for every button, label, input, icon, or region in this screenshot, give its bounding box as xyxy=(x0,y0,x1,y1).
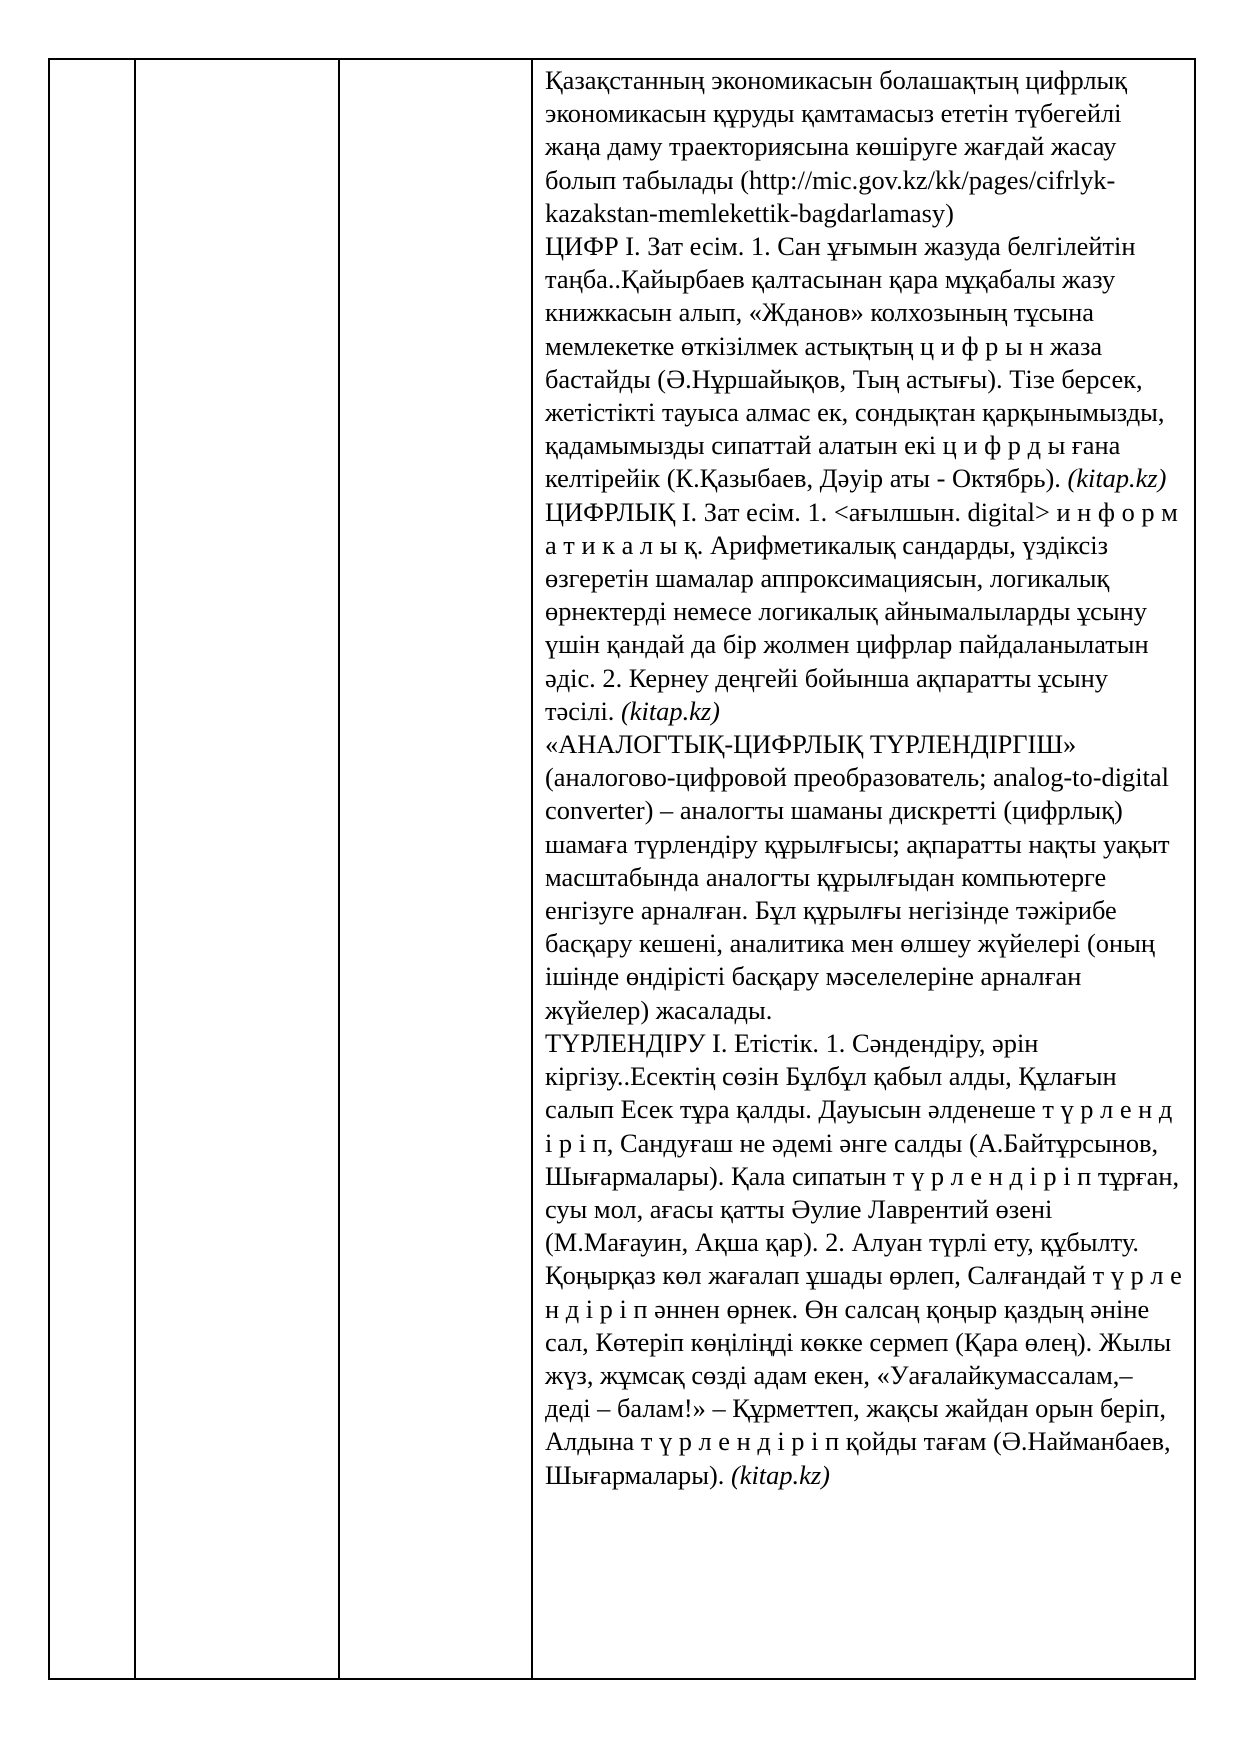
source-citation: (kitap.kz) xyxy=(621,695,720,726)
table-cell-term xyxy=(135,59,339,1679)
paragraph-text: ЦИФР І. Зат есім. 1. Сан ұғымын жазуда белгілейтін таңба..Қайырбаев қалтасынан қара мұқабалы жазу книжкасын алып, «Жданов» колхозының тұсына мемлекетке өткізілмек астықтың ц и ф р ы н жаза бастайды (Ә.Нұршайықов, Тың астығы). Тізе берсек, жетістікті тауыса алмас ек, сондықтан қарқынымызды, қадамымызды сипаттай алатын екі ц и ф р д ы ғана келтірейік (К.Қазыбаев, Дәуір аты - Октябрь). xyxy=(545,231,1165,494)
source-citation: (kitap.kz) xyxy=(1067,463,1167,494)
paragraph-text: Қазақстанның экономикасын болашақтың цифрлық экономикасын құруды қамтамасыз ететін түбегейлі жаңа даму траекториясына көшіруге жағдай жасау болып табылады (http://mic.gov.kz/kk/pages/cifrlyk-kazakstan-memlekettik-bagdarlamasy) xyxy=(545,65,1128,228)
document-table xyxy=(48,58,1196,1680)
paragraph-text: ЦИФРЛЫҚ І. Зат есім. 1. <ағылшын. digital> и н ф о р м а т и к а л ы қ. Арифметикалық сандарды, үздіксіз өзгеретін шамалар аппроксимациясын, логикалық өрнектерді немесе логикалық айнымалыларды ұсыну үшін қандай да бір жолмен цифрлар пайдаланылатын әдіс. 2. Кернеу деңгейі бойынша ақпаратты ұсыну тәсілі. xyxy=(545,496,1178,726)
source-citation: (kitap.kz) xyxy=(730,1459,830,1490)
table-cell-definitions xyxy=(532,59,1195,1679)
table-cell-number xyxy=(49,59,135,1679)
table-row xyxy=(49,59,1195,1679)
definition-paragraph-converter xyxy=(545,728,1182,1027)
paragraph-text: «АНАЛОГТЫҚ-ЦИФРЛЫҚ ТҮРЛЕНДІРГІШ» (аналогово-цифровой преобразователь; analog-to-digital converter) – аналогты шаманы дискретті (цифрлық) шамаға түрлендіру құрылғысы; ақпаратты нақты уақыт масштабында аналогты құрылғыдан компьютерге енгізуге арналған. Бұл құрылғы негізінде тәжірибе басқару кешені, аналитика мен өлшеу жүйелері (оның ішінде өндірісті басқару мәселелеріне арналған жүйелер) жасалады. xyxy=(545,729,1170,1025)
definition-paragraph-turlendiru xyxy=(545,1027,1182,1492)
definition-paragraph-intro xyxy=(545,64,1182,230)
definition-paragraph-cifrlyq xyxy=(545,496,1182,728)
table-cell-translation xyxy=(339,59,532,1679)
paragraph-text: ТҮРЛЕНДІРУ І. Етістік. 1. Сәндендіру, әрін кіргізу..Есектің сөзін Бұлбұл қабыл алды, Құлағын салып Есек тұра қалды. Дауысын әлденеше т ү р л е н д і р і п, Сандуғаш не әдемі әнге салды (А.Байтұрсынов, Шығармалары). Қала сипатын т ү р л е н д і р і п тұрған, суы мол, ағасы қатты Әулие Лаврентий өзені (М.Мағауин, Ақша қар). 2. Алуан түрлі ету, құбылту. Қоңырқаз көл жағалап ұшады өрлеп, Салғандай т ү р л е н д і р і п әннен өрнек. Өн салсаң қоңыр қаздың әніне сал, Көтеріп көңіліңді көкке сермеп (Қара өлең). Жылы жүз, жұмсақ сөзді адам екен, «Уағалайкумассалам,– деді – балам!» – Құрметтеп, жақсы жайдан орын беріп, Алдына т ү р л е н д і р і п қойды тағам (Ә.Найманбаев, Шығармалары). xyxy=(545,1027,1182,1490)
definition-paragraph-cifr xyxy=(545,230,1182,496)
